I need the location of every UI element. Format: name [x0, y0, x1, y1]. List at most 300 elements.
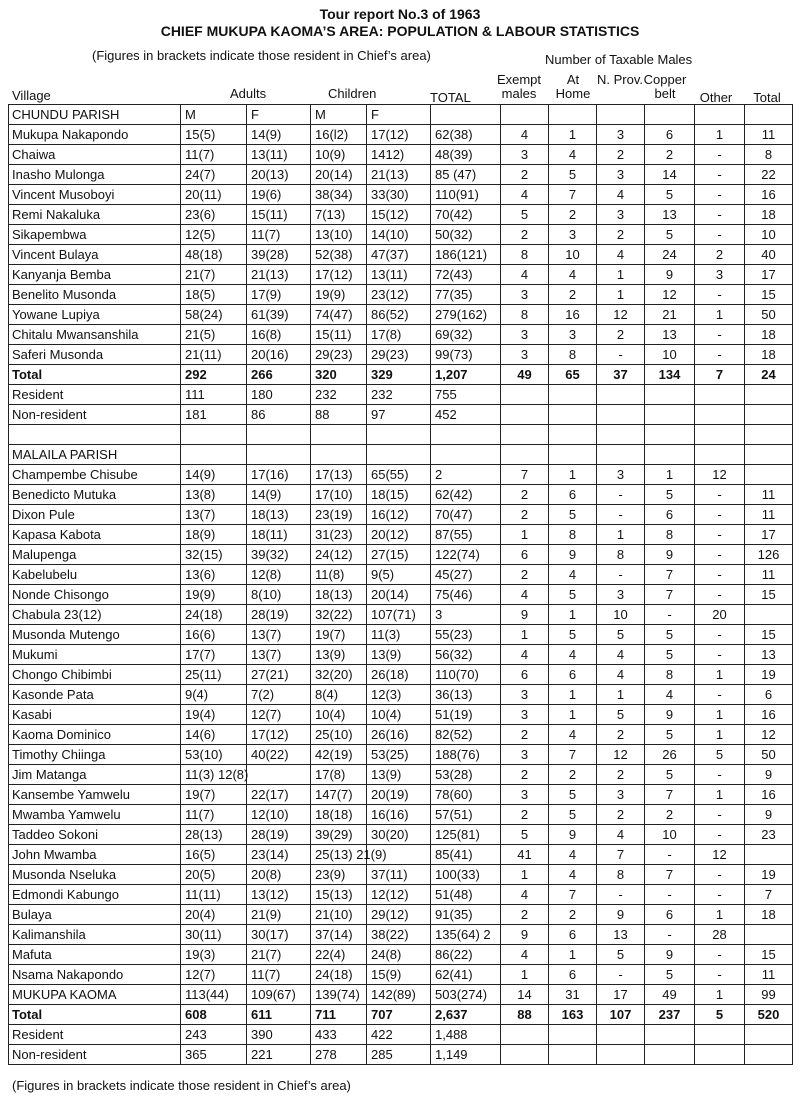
value-cell: M	[181, 105, 247, 125]
village-cell: Edmondi Kabungo	[9, 885, 181, 905]
value-cell: -	[645, 605, 695, 625]
value-cell: 12(10)	[247, 805, 311, 825]
value-cell: 19(3)	[181, 945, 247, 965]
value-cell: 4	[597, 645, 645, 665]
value-cell: 24(8)	[367, 945, 431, 965]
value-cell: 2	[695, 245, 745, 265]
value-cell: 17(7)	[181, 645, 247, 665]
value-cell: -	[695, 865, 745, 885]
value-cell	[501, 1045, 549, 1065]
value-cell: -	[597, 965, 645, 985]
value-cell: 139(74)	[311, 985, 367, 1005]
value-cell: 86(52)	[367, 305, 431, 325]
value-cell	[745, 925, 793, 945]
value-cell: 30(11)	[181, 925, 247, 945]
value-cell: 19(7)	[311, 625, 367, 645]
table-row	[9, 545, 793, 565]
value-cell: 266	[247, 365, 311, 385]
value-cell: 87(55)	[431, 525, 501, 545]
value-cell	[597, 1025, 645, 1045]
value-cell: 4	[501, 265, 549, 285]
value-cell: 15(9)	[367, 965, 431, 985]
value-cell: 1	[695, 905, 745, 925]
value-cell: 5	[597, 945, 645, 965]
table-row	[9, 805, 793, 825]
value-cell: 3	[501, 705, 549, 725]
value-cell: 1	[549, 125, 597, 145]
value-cell	[501, 385, 549, 405]
value-cell: 19(9)	[311, 285, 367, 305]
table-row	[9, 405, 793, 425]
value-cell: 25(13) 21(9)	[311, 845, 367, 865]
value-cell: 12(7)	[247, 705, 311, 725]
value-cell: -	[695, 545, 745, 565]
value-cell: 2	[501, 565, 549, 585]
value-cell: 3	[549, 225, 597, 245]
value-cell	[597, 425, 645, 445]
value-cell: 5	[645, 965, 695, 985]
value-cell: 16	[745, 185, 793, 205]
village-cell: Chaiwa	[9, 145, 181, 165]
value-cell: 15	[745, 625, 793, 645]
value-cell	[745, 845, 793, 865]
table-row	[9, 885, 793, 905]
table-row	[9, 945, 793, 965]
value-cell: -	[695, 565, 745, 585]
value-cell: 50(32)	[431, 225, 501, 245]
value-cell: 86	[247, 405, 311, 425]
value-cell: 278	[311, 1045, 367, 1065]
value-cell: 611	[247, 1005, 311, 1025]
value-cell: 13(11)	[247, 145, 311, 165]
value-cell	[695, 405, 745, 425]
value-cell	[745, 465, 793, 485]
village-cell: Total	[9, 1005, 181, 1025]
value-cell: 6	[645, 125, 695, 145]
value-cell: 21(10)	[311, 905, 367, 925]
value-cell: 21(7)	[247, 945, 311, 965]
value-cell	[745, 445, 793, 465]
value-cell	[549, 1045, 597, 1065]
value-cell: 20(4)	[181, 905, 247, 925]
value-cell: 18(11)	[247, 525, 311, 545]
value-cell: -	[645, 885, 695, 905]
value-cell	[549, 105, 597, 125]
value-cell: 15	[745, 585, 793, 605]
value-cell: F	[367, 105, 431, 125]
value-cell: 122(74)	[431, 545, 501, 565]
value-cell: 9	[501, 925, 549, 945]
village-cell: Benedicto Mutuka	[9, 485, 181, 505]
village-cell: Non-resident	[9, 405, 181, 425]
value-cell: 232	[311, 385, 367, 405]
value-cell: 24	[645, 245, 695, 265]
value-cell: 12(7)	[181, 965, 247, 985]
value-cell: 711	[311, 1005, 367, 1025]
col-taxable-total: Total	[753, 90, 781, 105]
value-cell: 40(22)	[247, 745, 311, 765]
table-row	[9, 465, 793, 485]
village-cell: Mwamba Yamwelu	[9, 805, 181, 825]
value-cell: 53(10)	[181, 745, 247, 765]
value-cell: 18	[745, 325, 793, 345]
value-cell: 99(73)	[431, 345, 501, 365]
value-cell: 4	[549, 145, 597, 165]
value-cell: 29(23)	[367, 345, 431, 365]
village-cell: Vincent Musoboyi	[9, 185, 181, 205]
value-cell: 85 (47)	[431, 165, 501, 185]
value-cell: 20(16)	[247, 345, 311, 365]
value-cell: 2	[501, 765, 549, 785]
value-cell: 1	[549, 685, 597, 705]
value-cell: 520	[745, 1005, 793, 1025]
value-cell: 21(7)	[181, 265, 247, 285]
value-cell: 12	[597, 305, 645, 325]
value-cell	[645, 405, 695, 425]
village-cell: Mukupa Nakapondo	[9, 125, 181, 145]
value-cell: 48(39)	[431, 145, 501, 165]
col-other: Other	[699, 90, 733, 105]
village-cell: CHUNDU PARISH	[9, 105, 181, 125]
value-cell: 15	[745, 945, 793, 965]
value-cell: 17	[745, 265, 793, 285]
value-cell: 24(18)	[181, 605, 247, 625]
blank-row	[9, 425, 793, 445]
value-cell	[247, 425, 311, 445]
value-cell	[645, 445, 695, 465]
village-cell: MALAILA PARISH	[9, 445, 181, 465]
value-cell: 26(18)	[367, 665, 431, 685]
value-cell: 22(4)	[311, 945, 367, 965]
value-cell: 45(27)	[431, 565, 501, 585]
value-cell: 21(11)	[181, 345, 247, 365]
table-row	[9, 925, 793, 945]
value-cell: 14(9)	[247, 125, 311, 145]
value-cell	[501, 1025, 549, 1045]
value-cell: 19(4)	[181, 705, 247, 725]
value-cell: -	[695, 765, 745, 785]
value-cell: 1	[597, 685, 645, 705]
value-cell: 8	[597, 545, 645, 565]
village-cell: Bulaya	[9, 905, 181, 925]
value-cell	[645, 1025, 695, 1045]
value-cell: 13(6)	[181, 565, 247, 585]
value-cell: 163	[549, 1005, 597, 1025]
value-cell	[745, 405, 793, 425]
value-cell: 3	[597, 465, 645, 485]
value-cell: 9(4)	[181, 685, 247, 705]
table-row	[9, 1045, 793, 1065]
village-cell: Non-resident	[9, 1045, 181, 1065]
value-cell: 85(41)	[431, 845, 501, 865]
value-cell: 2	[501, 165, 549, 185]
value-cell: 13(7)	[247, 645, 311, 665]
value-cell: -	[695, 345, 745, 365]
value-cell: 134	[645, 365, 695, 385]
value-cell	[745, 1045, 793, 1065]
value-cell: 7	[549, 185, 597, 205]
value-cell: 16(12)	[367, 505, 431, 525]
value-cell: 19	[745, 665, 793, 685]
value-cell: 29(12)	[367, 905, 431, 925]
village-cell: Kabelubelu	[9, 565, 181, 585]
value-cell: 19(7)	[181, 785, 247, 805]
value-cell: 5	[645, 485, 695, 505]
value-cell: 9	[645, 945, 695, 965]
value-cell	[745, 425, 793, 445]
value-cell: -	[597, 885, 645, 905]
value-cell: -	[695, 885, 745, 905]
value-cell: 4	[645, 685, 695, 705]
value-cell	[597, 385, 645, 405]
value-cell: 23(9)	[311, 865, 367, 885]
value-cell: 9	[745, 805, 793, 825]
value-cell: 1	[501, 865, 549, 885]
value-cell: F	[247, 105, 311, 125]
village-cell: Saferi Musonda	[9, 345, 181, 365]
table-row	[9, 225, 793, 245]
value-cell	[311, 425, 367, 445]
value-cell: 13(7)	[181, 505, 247, 525]
value-cell: 16	[745, 705, 793, 725]
table-row	[9, 845, 793, 865]
value-cell	[695, 385, 745, 405]
value-cell: 320	[311, 365, 367, 385]
value-cell: 107(71)	[367, 605, 431, 625]
value-cell: 1	[695, 985, 745, 1005]
value-cell: 1,207	[431, 365, 501, 385]
value-cell: 28(19)	[247, 825, 311, 845]
village-cell: Kansembe Yamwelu	[9, 785, 181, 805]
section-row	[9, 105, 793, 125]
value-cell: 10(9)	[311, 145, 367, 165]
value-cell: 65	[549, 365, 597, 385]
value-cell: 10	[645, 345, 695, 365]
value-cell: 62(42)	[431, 485, 501, 505]
value-cell: 58(24)	[181, 305, 247, 325]
value-cell: 11	[745, 965, 793, 985]
report-subtitle: CHIEF MUKUPA KAOMA’S AREA: POPULATION & LABOUR STATISTICS	[160, 23, 640, 39]
value-cell: 4	[549, 725, 597, 745]
value-cell	[695, 445, 745, 465]
value-cell	[695, 1025, 745, 1045]
value-cell: 25(10)	[311, 725, 367, 745]
value-cell	[431, 425, 501, 445]
value-cell: 2	[597, 765, 645, 785]
value-cell: 2	[501, 905, 549, 925]
value-cell: 20(19)	[367, 785, 431, 805]
value-cell: 13(11)	[367, 265, 431, 285]
village-cell: Kasabi	[9, 705, 181, 725]
value-cell: 62(41)	[431, 965, 501, 985]
value-cell: 292	[181, 365, 247, 385]
value-cell: 5	[549, 805, 597, 825]
value-cell: -	[695, 825, 745, 845]
value-cell: 3	[597, 165, 645, 185]
value-cell: 2	[431, 465, 501, 485]
value-cell: 17(12)	[311, 265, 367, 285]
value-cell: -	[695, 585, 745, 605]
value-cell: 6	[549, 665, 597, 685]
value-cell: 8	[597, 865, 645, 885]
value-cell: 2	[501, 805, 549, 825]
value-cell: 16(6)	[181, 625, 247, 645]
value-cell: 2	[501, 725, 549, 745]
table-row	[9, 585, 793, 605]
table-row	[9, 825, 793, 845]
value-cell: 433	[311, 1025, 367, 1045]
value-cell: 16(l2)	[311, 125, 367, 145]
value-cell: 4	[501, 185, 549, 205]
col-at-home: At Home	[555, 72, 591, 101]
village-cell: Yowane Lupiya	[9, 305, 181, 325]
value-cell: 2	[549, 205, 597, 225]
village-cell: Taddeo Sokoni	[9, 825, 181, 845]
value-cell: 17(8)	[367, 325, 431, 345]
value-cell: -	[695, 505, 745, 525]
value-cell	[367, 445, 431, 465]
value-cell: -	[695, 525, 745, 545]
value-cell: 2	[597, 145, 645, 165]
value-cell: -	[597, 485, 645, 505]
brackets-note-bottom: (Figures in brackets indicate those resident in Chief’s area)	[12, 1078, 351, 1093]
value-cell: 7	[549, 885, 597, 905]
village-cell: Timothy Chiinga	[9, 745, 181, 765]
value-cell: 13(9)	[367, 645, 431, 665]
value-cell: 6	[549, 965, 597, 985]
value-cell: 75(46)	[431, 585, 501, 605]
value-cell: 17(12)	[367, 125, 431, 145]
total-row	[9, 1005, 793, 1025]
value-cell: 4	[549, 845, 597, 865]
value-cell: 186(121)	[431, 245, 501, 265]
value-cell: 23(19)	[311, 505, 367, 525]
value-cell: -	[695, 325, 745, 345]
value-cell: 7	[597, 845, 645, 865]
value-cell: 13	[645, 205, 695, 225]
value-cell: 5	[501, 825, 549, 845]
value-cell: -	[695, 205, 745, 225]
value-cell: 7	[645, 585, 695, 605]
value-cell: 17(9)	[247, 285, 311, 305]
village-cell: MUKUPA KAOMA	[9, 985, 181, 1005]
village-cell: Kasonde Pata	[9, 685, 181, 705]
value-cell: 17(13)	[311, 465, 367, 485]
value-cell: 24(7)	[181, 165, 247, 185]
value-cell: 2	[501, 485, 549, 505]
statistics-table	[8, 104, 793, 1065]
value-cell: 82(52)	[431, 725, 501, 745]
village-cell	[9, 425, 181, 445]
value-cell: 11(11)	[181, 885, 247, 905]
value-cell: 3	[597, 125, 645, 145]
value-cell: 4	[501, 945, 549, 965]
value-cell: 20(12)	[367, 525, 431, 545]
value-cell: 1	[549, 605, 597, 625]
table-row	[9, 725, 793, 745]
value-cell: 14(9)	[181, 465, 247, 485]
value-cell: 8	[549, 345, 597, 365]
village-cell: Malupenga	[9, 545, 181, 565]
value-cell: 755	[431, 385, 501, 405]
value-cell: 2	[549, 905, 597, 925]
value-cell: 707	[367, 1005, 431, 1025]
table-row	[9, 985, 793, 1005]
value-cell: 70(47)	[431, 505, 501, 525]
value-cell	[745, 385, 793, 405]
value-cell: 3	[597, 205, 645, 225]
value-cell: 12	[745, 725, 793, 745]
village-cell: Dixon Pule	[9, 505, 181, 525]
value-cell: 5	[549, 165, 597, 185]
value-cell: 30(20)	[367, 825, 431, 845]
value-cell: 27(15)	[367, 545, 431, 565]
value-cell: 180	[247, 385, 311, 405]
value-cell	[597, 445, 645, 465]
value-cell: 56(32)	[431, 645, 501, 665]
table-row	[9, 965, 793, 985]
table-row	[9, 765, 793, 785]
value-cell: 15	[745, 285, 793, 305]
village-cell: Chitalu Mwansanshila	[9, 325, 181, 345]
value-cell: 503(274)	[431, 985, 501, 1005]
value-cell: 9	[645, 265, 695, 285]
value-cell: 12	[597, 745, 645, 765]
value-cell: 8(10)	[247, 585, 311, 605]
value-cell: 5	[695, 745, 745, 765]
village-cell: Jim Matanga	[9, 765, 181, 785]
table-row	[9, 645, 793, 665]
value-cell: 21(13)	[247, 265, 311, 285]
value-cell: 20(14)	[311, 165, 367, 185]
table-row	[9, 165, 793, 185]
value-cell: 15(12)	[367, 205, 431, 225]
value-cell: 6	[645, 905, 695, 925]
value-cell: 12	[695, 465, 745, 485]
value-cell: 109(67)	[247, 985, 311, 1005]
value-cell: 51(19)	[431, 705, 501, 725]
value-cell: 23	[745, 825, 793, 845]
value-cell: 17(10)	[311, 485, 367, 505]
village-cell: Kapasa Kabota	[9, 525, 181, 545]
value-cell: 10	[549, 245, 597, 265]
value-cell: 16(8)	[247, 325, 311, 345]
value-cell: 285	[367, 1045, 431, 1065]
value-cell: 26	[645, 745, 695, 765]
value-cell: 18(9)	[181, 525, 247, 545]
value-cell: 3	[501, 785, 549, 805]
value-cell: -	[695, 285, 745, 305]
value-cell: 23(14)	[247, 845, 311, 865]
value-cell: 21	[645, 305, 695, 325]
table-row	[9, 385, 793, 405]
value-cell: 4	[501, 125, 549, 145]
value-cell: 12(3)	[367, 685, 431, 705]
value-cell: 17(8)	[311, 765, 367, 785]
value-cell: 10	[645, 825, 695, 845]
value-cell: 4	[549, 265, 597, 285]
value-cell: 23(12)	[367, 285, 431, 305]
value-cell	[645, 425, 695, 445]
value-cell: 4	[501, 885, 549, 905]
value-cell: 12(12)	[367, 885, 431, 905]
value-cell: 9	[597, 905, 645, 925]
table-row	[9, 625, 793, 645]
value-cell: 365	[181, 1045, 247, 1065]
value-cell	[695, 1045, 745, 1065]
value-cell: 2	[549, 285, 597, 305]
value-cell: 6	[745, 685, 793, 705]
